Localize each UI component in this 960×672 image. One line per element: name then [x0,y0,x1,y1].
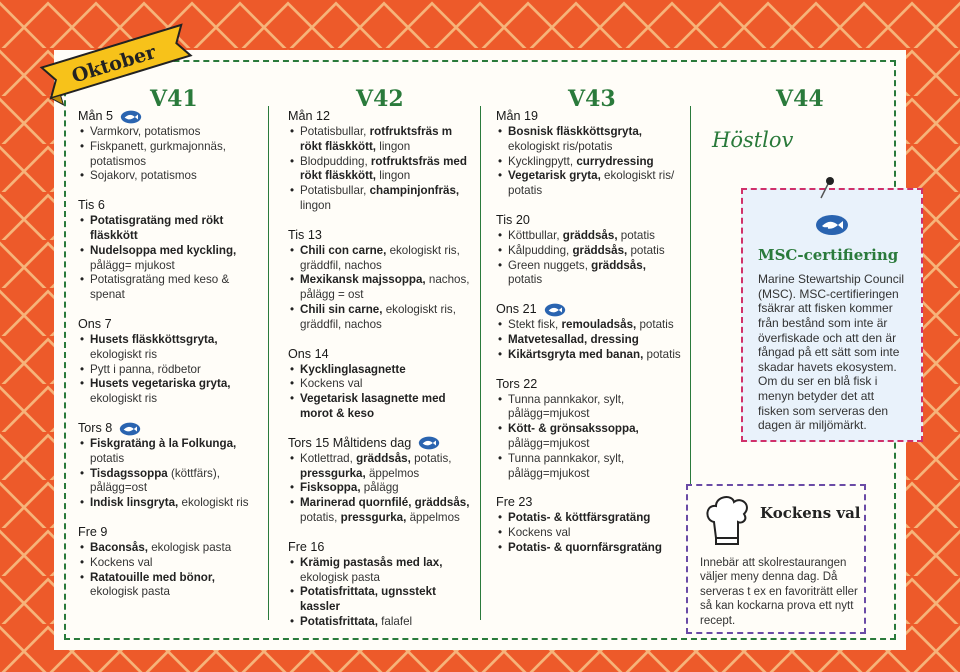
menu-item-text: remouladsås, [561,318,637,332]
menu-item [78,496,260,511]
day-label: Mån 5 [78,109,114,123]
menu-item-text: potatis, [300,510,341,524]
menu-item-text: Potatisbullar, [300,125,370,138]
menu-item [288,184,474,214]
day-label: Tis 13 [288,227,322,242]
menu-item-text: lingon [376,139,411,153]
menu-item-text: Sojakorv, [90,169,141,183]
menu-item [78,140,260,170]
week-header-v41: V41 [150,86,198,112]
menu-item-text: Chili con carne, [300,243,387,257]
menu-item-text: rotfruktsfräs m rökt fläskkött, [300,125,453,153]
menu-item-text: potatis [508,273,543,287]
menu-item-text: pressgurka, [300,466,366,480]
week-column-v43 [496,108,682,556]
menu-item-text: ekologiskt ris [90,392,158,406]
menu-item-text: Kött- & grönsakssoppa, [508,422,639,436]
menu-item [288,303,474,333]
menu-item [496,155,682,170]
menu-item [78,169,260,184]
menu-item-text: Husets fläskköttsgryta, [90,332,218,346]
menu-item [496,452,682,482]
menu-item-text: potatis [90,451,125,465]
menu-item-text: ekologisk pasta [300,570,380,584]
day-label: Tors 22 [496,376,538,391]
menu-item [78,363,260,378]
day-block [496,376,682,482]
day-heading [78,197,260,214]
menu-item [288,556,474,586]
day-label: Fre 23 [496,495,533,510]
menu-item [288,273,474,303]
menu-item-text: champinjonfräs, [369,184,460,198]
menu-item-text: Potatisfrittata, ugnsstekt kassler [300,585,436,614]
msc-description: Marine Stewartship Council (MSC). MSC-certifieringen fsäkrar att fisken kommer från bestånd som inte är överfiskade och att den är fångad på ett sätt som inte skadar havets ekosystem. Om du ser en blå fisk i menyn betyder det att fisken som serveras den dagen är miljömärkt. [758,272,905,433]
menu-item-text: gräddsås, [572,243,628,257]
menu-item [288,481,474,496]
menu-item-text: Husets vegetariska gryta, [90,377,231,391]
day-block [78,524,260,600]
column-divider [268,106,269,620]
menu-item [496,318,682,333]
day-block [496,301,682,362]
day-heading [288,227,474,244]
menu-item-text: ekologisk pasta [148,540,232,554]
menu-item-text: Indisk linsgryta, [90,496,179,510]
day-block [288,435,474,526]
menu-item [496,526,682,541]
menu-item-text: ekologiskt ris/potatis [508,139,613,153]
menu-item [78,377,260,407]
day-heading [78,524,260,541]
msc-fish-icon [119,110,143,124]
week-column-v41 [78,108,260,600]
menu-item [78,333,260,363]
pin-icon [815,176,837,200]
menu-item [78,214,260,244]
menu-item-text: gräddsås, [591,258,646,272]
menu-item-text: Potatisgratäng med keso & spenat [90,273,230,302]
menu-item [288,452,474,482]
msc-fish-icon [543,303,567,317]
menu-item-text: Varmkorv, [90,125,145,138]
menu-item-text: Marinerad quornfilé, gräddsås, [300,496,470,510]
menu-item-text: lingon [300,198,331,212]
menu-item-text: Potatisgratäng med rökt fläskkött [90,214,224,242]
menu-item-text: nachos, pålägg = ost [300,273,470,302]
menu-item [78,467,260,497]
menu-item-text: ekologiskt ris/ potatis [508,169,675,198]
menu-item [78,244,260,274]
menu-item-text: Ratatouille med bönor, [90,570,215,584]
day-block [78,108,260,184]
day-label: Ons 21 [496,302,537,317]
day-heading [496,108,682,125]
menu-item [78,437,260,467]
kockens-val-title: Kockens val [760,504,861,522]
menu-item [496,229,682,244]
day-heading [288,346,474,363]
menu-item-text: lingon [376,169,411,183]
day-heading [496,494,682,511]
menu-item-text: Potatisfrittata, [300,614,378,628]
menu-item-text: pålägg=mjukost [508,436,590,450]
menu-item [78,125,260,140]
menu-item-text: Kycklinglasagnette [300,362,406,376]
menu-item-text: Kockens val [300,377,363,391]
day-block [288,108,474,214]
menu-item-text: ekologisk pasta [90,585,170,599]
menu-item-text: ekologiskt ris [178,496,249,510]
menu-item-text: äppelmos [365,466,420,480]
menu-item-text: Kockens val [508,526,571,540]
day-block [496,212,682,288]
menu-item-text: potatismos [140,169,197,183]
day-block [78,316,260,407]
menu-item [496,422,682,452]
menu-item-text: potatis [643,347,681,361]
menu-item [288,244,474,274]
day-label: Tis 20 [496,212,530,227]
hostlov-label: Höstlov [712,128,794,152]
menu-item [78,541,260,556]
menu-item-text: Kotlettrad, [300,451,357,465]
menu-item-text: ekologiskt ris [90,347,158,361]
menu-item-text: pålägg= mjukost [90,258,175,272]
menu-item-text: falafel [377,614,413,628]
menu-item [288,363,474,378]
menu-item-text: Potatis- & köttfärsgratäng [508,511,651,525]
menu-item-text: Köttbullar, [508,228,563,242]
menu-item-text: Bosnisk fläskköttsgryta, [508,125,643,138]
day-heading [496,376,682,393]
month-title: Oktober [69,41,159,88]
menu-item-text: currydressing [576,154,654,168]
menu-item-text: Vegetarisk gryta, [508,169,601,183]
day-label: Tors 15 Måltidens dag [288,435,412,450]
menu-item-text: ekologiskt ris, gräddfil, nachos [300,302,456,331]
menu-item-text: Stekt fisk, [508,318,562,332]
menu-item [288,615,474,630]
week-column-v42 [288,108,474,630]
msc-title: MSC-certifiering [758,245,899,264]
column-divider [480,106,481,620]
menu-item-text: Chili sin carne, [300,302,383,316]
menu-item [496,511,682,526]
day-block [288,227,474,333]
menu-item-text: Kålpudding, [508,243,573,257]
day-block [496,108,682,199]
day-label: Tis 6 [78,198,105,213]
day-label: Mån 19 [496,109,539,123]
menu-item-text: potatismos [144,125,201,138]
msc-fish-icon [417,436,441,450]
menu-item [288,155,474,185]
menu-item [288,496,474,526]
menu-item [288,377,474,392]
day-block [288,539,474,630]
menu-item-text: Tunna pannkakor, sylt, pålägg=mjukost [508,451,625,480]
menu-item [78,273,260,303]
menu-item [78,571,260,601]
day-heading [288,108,474,125]
menu-item-text: Mexikansk majssoppa, [300,273,426,287]
week-header-v44: V44 [776,86,824,112]
menu-item [288,125,474,155]
menu-item-text: Nudelsoppa med kyckling, [90,243,237,257]
day-heading [288,539,474,556]
menu-item [496,393,682,423]
day-label: Mån 12 [288,109,331,123]
menu-item [496,333,682,348]
menu-item-text: Fisksoppa, [300,481,361,495]
kockens-val-description: Innebär att skolrestaurangen väljer meny denna dag. Då serveras t ex en favoriträtt eller så kan kockarna prova ett nytt recept. [700,557,858,627]
day-label: Fre 9 [78,524,108,539]
msc-info-box [741,188,923,442]
menu-item-text: Potatisbullar, [300,184,370,198]
day-heading [496,212,682,229]
day-heading [78,316,260,333]
menu-item [78,556,260,571]
menu-item-text: Blodpudding, [300,154,371,168]
menu-item [288,392,474,422]
menu-item-text: potatis, [410,451,452,465]
menu-item-text: gräddsås, [562,228,618,242]
week-header-v42: V42 [356,86,404,112]
menu-item [496,541,682,556]
menu-item [496,244,682,259]
day-block [496,494,682,555]
week-header-v43: V43 [568,86,616,112]
menu-item-text: Tunna pannkakor, sylt, pålägg=mjukost [508,392,625,421]
msc-fish-icon [118,422,142,436]
menu-item-text: potatis [636,318,674,332]
menu-item-text: Krämig pastasås med lax, [300,555,443,569]
menu-item-text: Kockens val [90,555,153,569]
menu-item [496,348,682,363]
menu-item-text: Baconsås, [90,540,148,554]
day-block [78,197,260,303]
menu-item-text: potatis [617,228,655,242]
chef-hat-icon [702,492,752,548]
menu-item-text: gräddsås, [356,451,411,465]
menu-item-text: gurkmajonnäs, potatismos [90,139,226,168]
day-heading [78,108,260,125]
menu-item-text: (köttfärs), pålägg=ost [90,466,220,495]
menu-item [288,585,474,615]
menu-item-text: Matvetesallad, dressing [508,332,639,346]
menu-item-text: pålägg [360,481,399,495]
menu-item [496,169,682,199]
menu-item [496,259,682,289]
day-label: Ons 7 [78,316,112,331]
msc-fish-icon [758,214,906,240]
menu-item-text: Green nuggets, [508,258,592,272]
menu-item-text: Pytt i panna, rödbetor [90,362,201,376]
menu-item-text: Fiskgratäng à la Folkunga, [90,436,237,450]
day-label: Tors 8 [78,420,113,435]
menu-item-text: Kikärtsgryta med banan, [508,347,644,361]
day-heading [288,435,474,452]
day-block [78,420,260,511]
menu-item-text: Fiskpanett, [90,139,150,153]
day-heading [496,301,682,318]
menu-item-text: Potatis- & quornfärsgratäng [508,540,662,554]
kockens-val-box [686,484,866,634]
day-label: Ons 14 [288,346,329,361]
menu-item-text: potatis [627,243,665,257]
day-label: Fre 16 [288,539,325,554]
menu-item-text: ekologiskt ris, gräddfil, nachos [300,243,460,272]
menu-item-text: Tisdagssoppa [90,466,168,480]
day-block [288,346,474,422]
menu-item [496,125,682,155]
menu-item-text: Kycklingpytt, [508,154,577,168]
menu-item-text: Vegetarisk lasagnette med morot & keso [300,392,446,420]
day-heading [78,420,260,437]
menu-item-text: rotfruktsfräs med rökt fläskkött, [300,154,467,183]
menu-item-text: äppelmos [406,510,460,524]
menu-item-text: pressgurka, [340,510,407,524]
